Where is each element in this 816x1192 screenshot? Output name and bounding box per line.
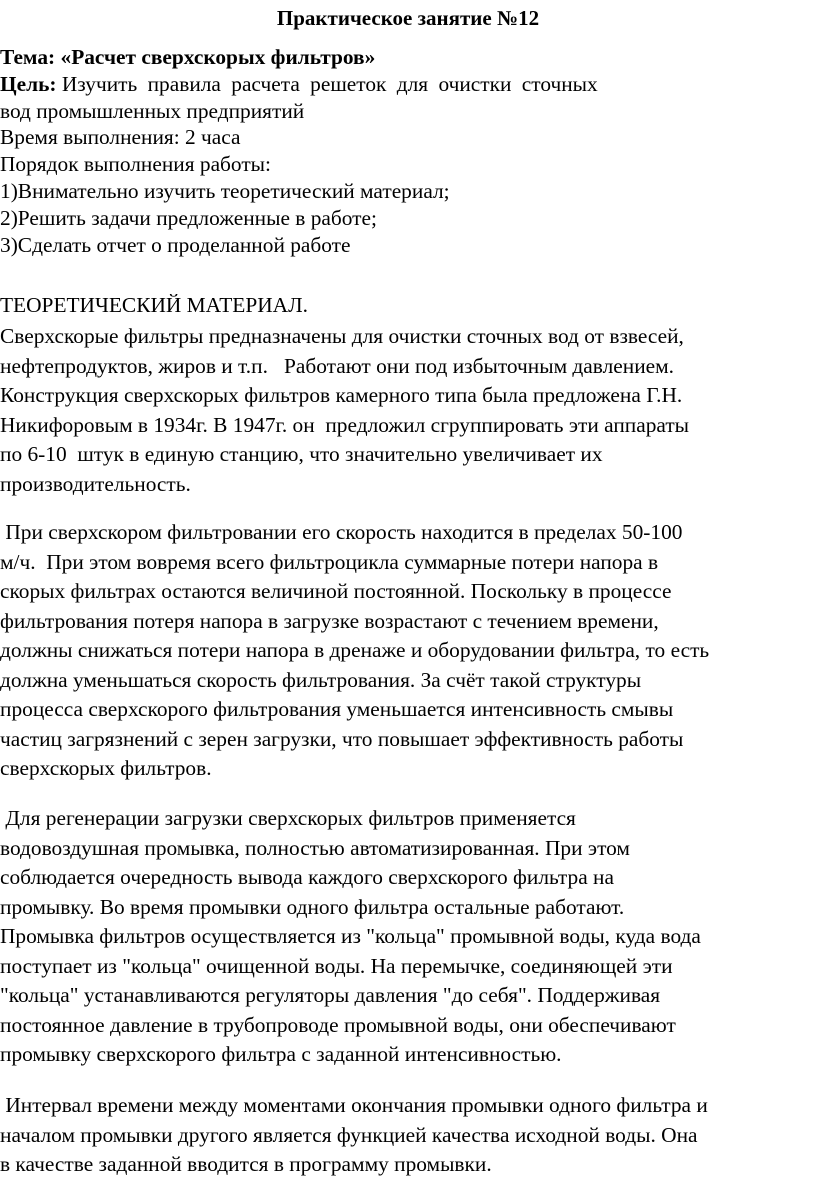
paragraph-line: процесса сверхскорого фильтрования уменьшается интенсивность смывы <box>0 697 674 721</box>
theory-title-text: ТЕОРЕТИЧЕСКИЙ МАТЕРИАЛ. <box>0 293 308 317</box>
goal-line-2: вод промышленных предприятий <box>0 98 305 123</box>
paragraph-line: началом промывки другого является функцией качества исходной воды. Она <box>0 1122 698 1147</box>
paragraph-line: Для регенерации загрузки сверхскорых фильтров применяется <box>0 806 576 830</box>
paragraph-line: "кольца" устанавливаются регуляторы давления "до себя". Поддерживая <box>0 983 661 1007</box>
paragraph-line: частиц загрязнений с зерен загрузки, что повышает эффективность работы <box>0 726 684 751</box>
paragraph-line: сверхскорых фильтров. <box>0 756 212 780</box>
theory-title <box>0 292 816 319</box>
paragraph-line: должна уменьшаться скорость фильтрования. За счёт такой структуры <box>0 667 642 692</box>
paragraph-line: фильтрования потеря напора в загрузке возрастают с течением времени, <box>0 608 659 633</box>
paragraph-line: Сверхскорые фильтры предназначены для очистки сточных вод от взвесей, <box>0 324 684 348</box>
header-section <box>0 44 816 258</box>
paragraph-line: должны снижаться потери напора в дренаже и оборудовании фильтра, то есть <box>0 638 710 662</box>
paragraph-line: При сверхскором фильтровании его скорость находится в пределах 50-100 <box>0 520 683 544</box>
goal-line-1 <box>0 71 816 98</box>
paragraph-line: производительность. <box>0 471 191 496</box>
paragraph-line: по 6-10 штук в единую станцию, что значительно увеличивает их <box>0 442 603 466</box>
step-1: 1)Внимательно изучить теоретический материал; <box>0 178 450 203</box>
paragraph-line: поступает из "кольца" очищенной воды. На перемычке, соединяющей эти <box>0 953 673 978</box>
paragraph-line: Промывка фильтров осуществляется из "кольца" промывной воды, куда вода <box>0 924 701 948</box>
step-3: 3)Сделать отчет о проделанной работе <box>0 232 351 257</box>
goal-text-1: Изучить правила расчета решеток для очистки сточных <box>61 71 598 96</box>
topic-label: Тема: <box>0 45 56 69</box>
page-title: Практическое занятие №12 <box>276 6 540 30</box>
step-2: 2)Решить задачи предложенные в работе; <box>0 205 377 230</box>
paragraph-line: промывку сверхскорого фильтра с заданной интенсивностью. <box>0 1042 562 1066</box>
procedure-title: Порядок выполнения работы: <box>0 152 271 177</box>
paragraph-line: Интервал времени между моментами окончания промывки одного фильтра и <box>0 1093 708 1117</box>
paragraph-line: Никифоровым в 1934г. В 1947г. он предложил сгруппировать эти аппараты <box>0 412 690 437</box>
paragraph-line: водовоздушная промывка, полностью автоматизированная. При этом <box>0 835 630 860</box>
topic-value: «Расчет сверхскорых фильтров» <box>60 45 376 69</box>
paragraph-1 <box>0 322 816 499</box>
paragraph-4 <box>0 1091 816 1180</box>
paragraph-line: в качестве заданной вводится в программу промывки. <box>0 1152 492 1176</box>
paragraph-line: скорых фильтрах остаются величиной постоянной. Поскольку в процессе <box>0 579 672 603</box>
paragraph-line: м/ч. При этом вовремя всего фильтроцикла суммарные потери напора в <box>0 549 659 574</box>
topic-line <box>0 44 816 71</box>
paragraph-line: промывку. Во время промывки одного фильтра остальные работают. <box>0 894 625 919</box>
paragraph-2 <box>0 518 816 784</box>
paragraph-line: соблюдается очередность вывода каждого сверхскорого фильтра на <box>0 865 614 889</box>
paragraph-line: Конструкция сверхскорых фильтров камерного типа была предложена Г.Н. <box>0 383 683 407</box>
paragraph-line: нефтепродуктов, жиров и т.п. Работают они под избыточным давлением. <box>0 353 674 378</box>
paragraph-line: постоянное давление в трубопроводе промывной воды, они обеспечивают <box>0 1012 676 1037</box>
paragraph-3 <box>0 804 816 1070</box>
goal-label: Цель: <box>0 71 57 96</box>
time-line: Время выполнения: 2 часа <box>0 125 241 150</box>
